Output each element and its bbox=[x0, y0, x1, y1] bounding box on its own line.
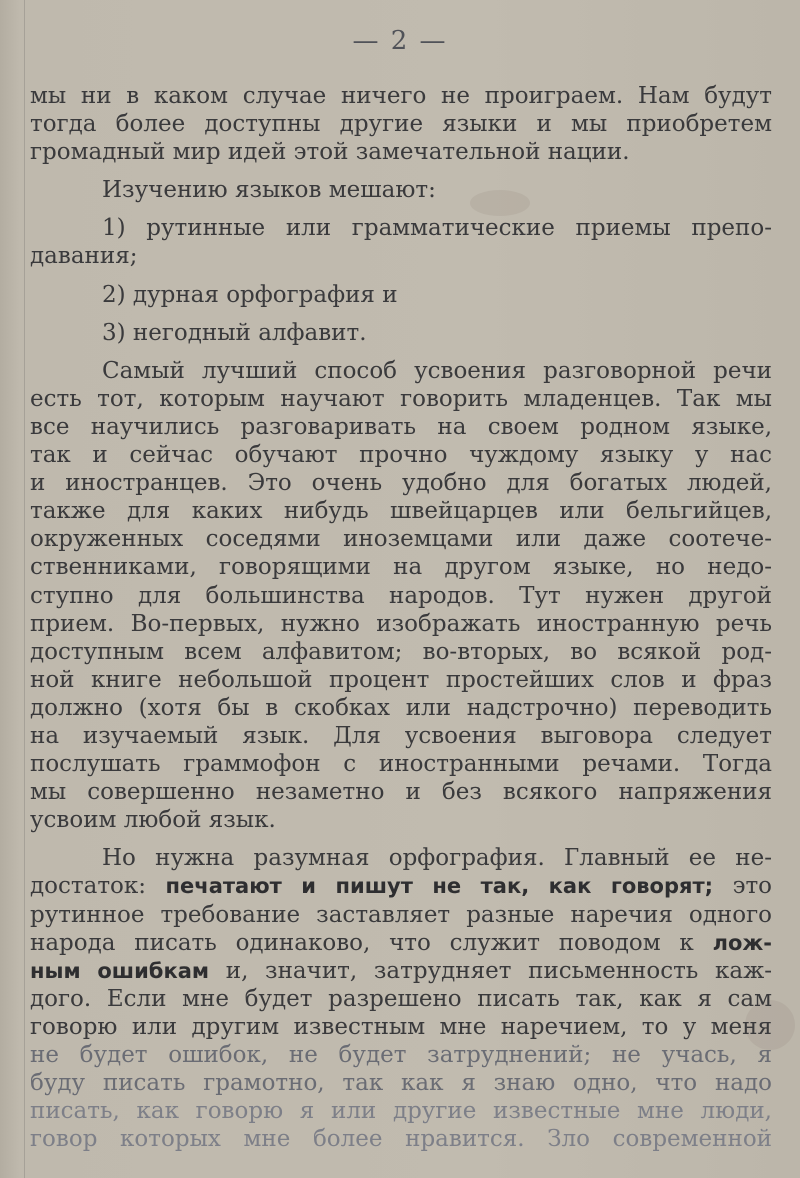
text-segment: достаток: bbox=[30, 873, 147, 900]
text-line: тогда более доступны другие языки и мы приобретем bbox=[30, 111, 772, 138]
text-line: на изучаемый язык. Для усвоения выговора следует bbox=[30, 722, 772, 749]
text-line: писать, как говорю я или другие известные мне люди, bbox=[30, 1098, 772, 1125]
text-line: доступным всем алфавитом; во-вторых, во всякой род- bbox=[30, 638, 772, 665]
text-line: и иностранцев. Это очень удобно для богатых людей, bbox=[30, 470, 772, 497]
text-segment: это bbox=[732, 873, 772, 900]
text-line: мы совершенно незаметно и без всякого напряжения bbox=[30, 779, 772, 806]
text-line: все научились разговаривать на своем родном языке, bbox=[30, 413, 772, 440]
text-line: должно (хотя бы в скобках или надстрочно) переводить bbox=[30, 694, 772, 721]
text-line: говорю или другим известным мне наречием, то у меня bbox=[30, 1013, 772, 1040]
text-line: рутинное требование заставляет разные наречия одного bbox=[30, 901, 772, 928]
text-line: ной книге небольшой процент простейших слов и фраз bbox=[30, 666, 772, 693]
text-line: послушать граммофон с иностранными речами. Тогда bbox=[30, 751, 772, 778]
text-line bbox=[30, 957, 772, 985]
text-line: мы ни в каком случае ничего не проиграем. Нам будут bbox=[30, 83, 772, 109]
text-line: Изучению языков мешают: bbox=[102, 177, 436, 204]
text-line: усвоим любой язык. bbox=[30, 807, 276, 834]
text-line: 1) рутинные или грамматические приемы препо- bbox=[102, 215, 772, 242]
text-line: также для каких нибудь швейцарцев или бельгийцев, bbox=[30, 498, 772, 525]
text-line: громадный мир идей этой замечательной нации. bbox=[30, 139, 630, 166]
text-line bbox=[30, 872, 772, 900]
page-number: — 2 — bbox=[352, 26, 448, 56]
text-line: есть тот, которым научают говорить младенцев. Так мы bbox=[30, 385, 772, 412]
text-line: Самый лучший способ усвоения разговорной речи bbox=[102, 357, 772, 384]
text-line: дого. Если мне будет разрешено писать так, как я сам bbox=[30, 985, 772, 1012]
text-line: буду писать грамотно, так как я знаю одно, что надо bbox=[30, 1070, 772, 1097]
bold-phrase: ным ошибкам bbox=[30, 958, 210, 983]
bold-phrase: лож- bbox=[712, 930, 772, 955]
body-text bbox=[30, 82, 772, 1153]
text-line: 3) негодный алфавит. bbox=[102, 319, 367, 346]
text-line: прием. Во-первых, нужно изображать иностранную речь bbox=[30, 610, 772, 637]
text-line: говор которых мне более нравится. Зло современной bbox=[30, 1126, 772, 1153]
text-line: Но нужна разумная орфография. Главный ее не- bbox=[102, 845, 772, 872]
text-segment: народа писать одинаково, что служит поводом к bbox=[30, 929, 694, 956]
bold-phrase: печатают и пишут не так, как говорят; bbox=[165, 874, 714, 899]
margin-shadow bbox=[24, 0, 25, 1178]
text-line: ственниками, говорящими на другом языке, но недо- bbox=[30, 554, 772, 581]
text-line: окруженных соседями иноземцами или даже соотече- bbox=[30, 526, 772, 553]
text-line: давания; bbox=[30, 243, 138, 270]
text-line: 2) дурная орфография и bbox=[102, 281, 398, 308]
text-line: ступно для большинства народов. Тут нужен другой bbox=[30, 582, 772, 609]
text-segment: и, значит, затрудняет письменность каж- bbox=[225, 957, 772, 984]
text-line: так и сейчас обучают прочно чуждому языку у нас bbox=[30, 442, 772, 469]
text-line bbox=[30, 929, 772, 957]
text-line: не будет ошибок, не будет затруднений; не учась, я bbox=[30, 1042, 772, 1068]
